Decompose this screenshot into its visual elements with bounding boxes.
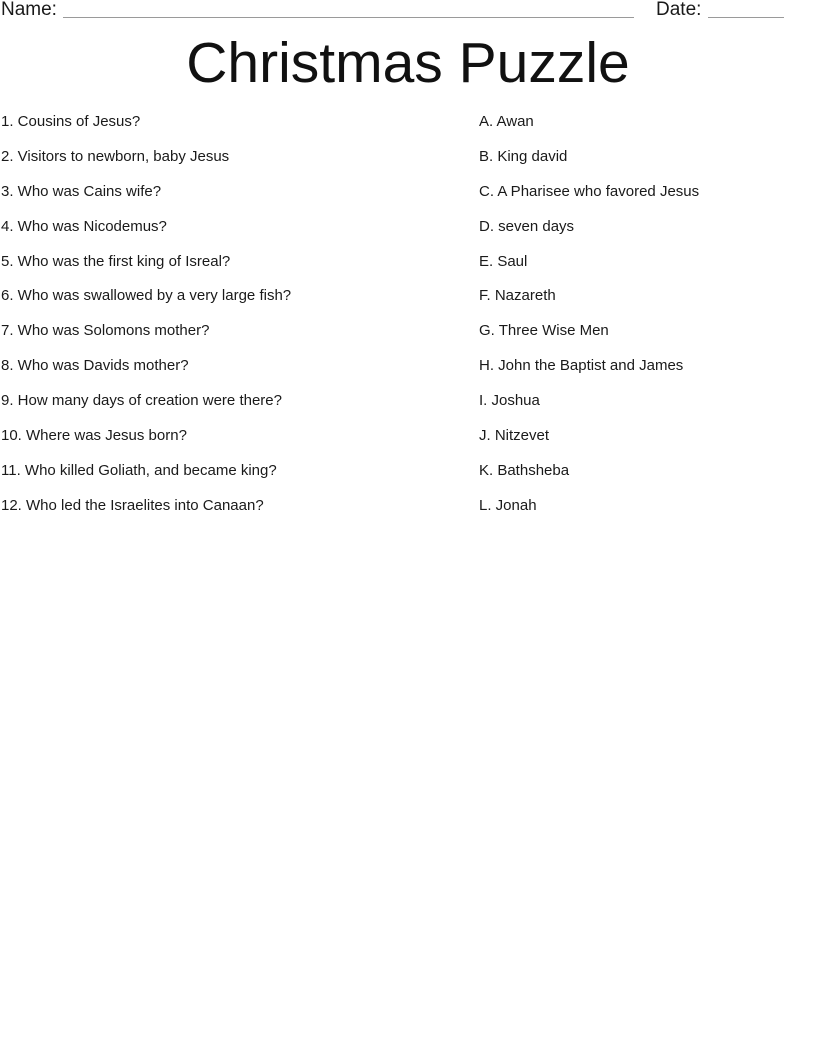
answer-item: J. Nitzevet <box>479 427 550 445</box>
question-item: 9. How many days of creation were there? <box>1 392 282 410</box>
name-label: Name: <box>1 0 57 20</box>
answer-item: K. Bathsheba <box>479 461 570 479</box>
question-item: 7. Who was Solomons mother? <box>1 322 210 340</box>
answer-item: B. King david <box>479 147 568 165</box>
name-blank-line <box>63 17 634 18</box>
question-item: 8. Who was Davids mother? <box>1 357 189 375</box>
question-item: 12. Who led the Israelites into Canaan? <box>1 496 264 514</box>
question-item: 5. Who was the first king of Isreal? <box>1 252 231 270</box>
answer-item: D. seven days <box>479 217 575 235</box>
answer-item: I. Joshua <box>479 392 540 410</box>
question-item: 11. Who killed Goliath, and became king? <box>1 461 277 479</box>
date-label: Date: <box>656 0 702 20</box>
questions-list <box>1 112 461 531</box>
answer-item: C. A Pharisee who favored Jesus <box>479 182 700 200</box>
question-item: 1. Cousins of Jesus? <box>1 113 141 130</box>
answer-item: G. Three Wise Men <box>479 322 609 340</box>
answer-item: H. John the Baptist and James <box>479 357 684 375</box>
answers-list <box>479 112 809 531</box>
answer-item: A. Awan <box>479 113 534 130</box>
question-item: 10. Where was Jesus born? <box>1 427 187 445</box>
header-row <box>0 0 816 24</box>
question-item: 6. Who was swallowed by a very large fish? <box>1 287 292 305</box>
answer-item: L. Jonah <box>479 496 537 514</box>
page-title: Christmas Puzzle <box>186 31 630 95</box>
question-item: 4. Who was Nicodemus? <box>1 217 167 235</box>
date-blank-line <box>708 17 784 18</box>
question-item: 2. Visitors to newborn, baby Jesus <box>1 147 230 165</box>
question-item: 3. Who was Cains wife? <box>1 182 162 200</box>
answer-item: E. Saul <box>479 252 528 270</box>
answer-item: F. Nazareth <box>479 287 556 305</box>
